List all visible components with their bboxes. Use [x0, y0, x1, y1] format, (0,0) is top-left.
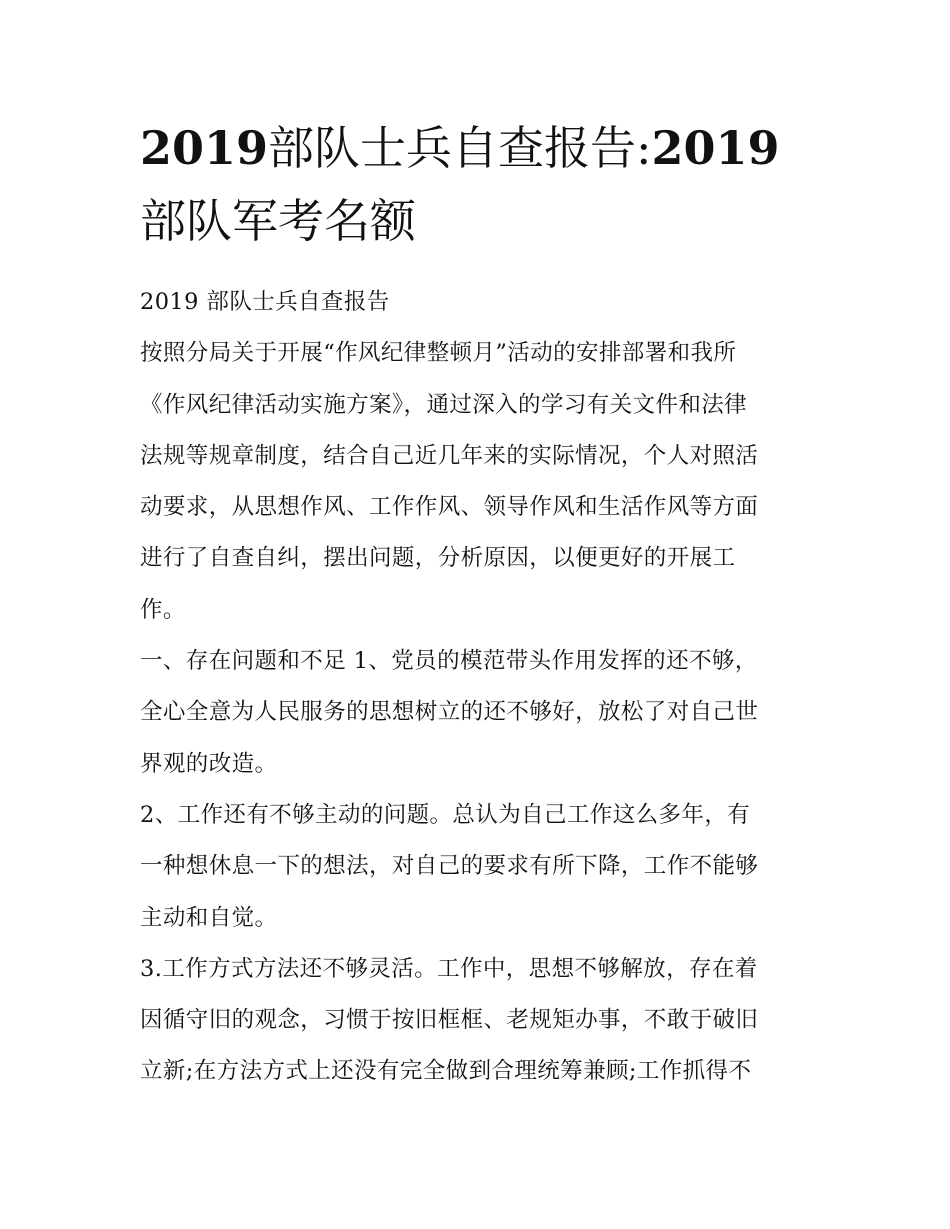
body-line: 界观的改造。 — [140, 750, 278, 777]
document-body — [140, 282, 820, 1103]
body-line: 一种想休息一下的想法，对自己的要求有所下降，工作不能够 — [140, 853, 759, 880]
document-title — [140, 112, 830, 258]
body-line: 2019 部队士兵自查报告 — [140, 289, 390, 315]
body-line: 法规等规章制度，结合自己近几年来的实际情况，个人对照活 — [140, 442, 759, 469]
title-line-1 — [140, 112, 830, 185]
title-line-2: 部队军考名额 — [140, 194, 416, 248]
body-line: 按照分局关于开展“作风纪律整顿月”活动的安排部署和我所 — [140, 340, 737, 367]
body-line: 主动和自觉。 — [140, 904, 278, 931]
title-year-2: 2019 — [651, 121, 780, 175]
body-line: 因循守旧的观念，习惯于按旧框框、老规矩办事，不敢于破旧 — [140, 1007, 759, 1034]
body-line: 进行了自查自纠，摆出问题，分析原因，以便更好的开展工 — [140, 545, 736, 572]
body-line: 立新;在方法方式上还没有完全做到合理统筹兼顾;工作抓得不 — [140, 1058, 752, 1085]
body-line: 《作风纪律活动实施方案》，通过深入的学习有关文件和法律 — [140, 391, 748, 418]
title-year: 2019 — [140, 121, 269, 175]
title-text: 部队士兵自查报告: — [268, 121, 652, 175]
body-line: 作。 — [140, 596, 186, 623]
body-line: 3.工作方式方法还不够灵活。工作中，思想不够解放，存在着 — [140, 955, 758, 982]
body-line: 一、存在问题和不足 1、党员的模范带头作用发挥的还不够， — [140, 648, 758, 675]
body-line: 动要求，从思想作风、工作作风、领导作风和生活作风等方面 — [140, 494, 759, 521]
body-line: 全心全意为人民服务的思想树立的还不够好，放松了对自己世 — [140, 699, 759, 726]
body-line: 2、工作还有不够主动的问题。总认为自己工作这么多年，有 — [140, 801, 751, 828]
